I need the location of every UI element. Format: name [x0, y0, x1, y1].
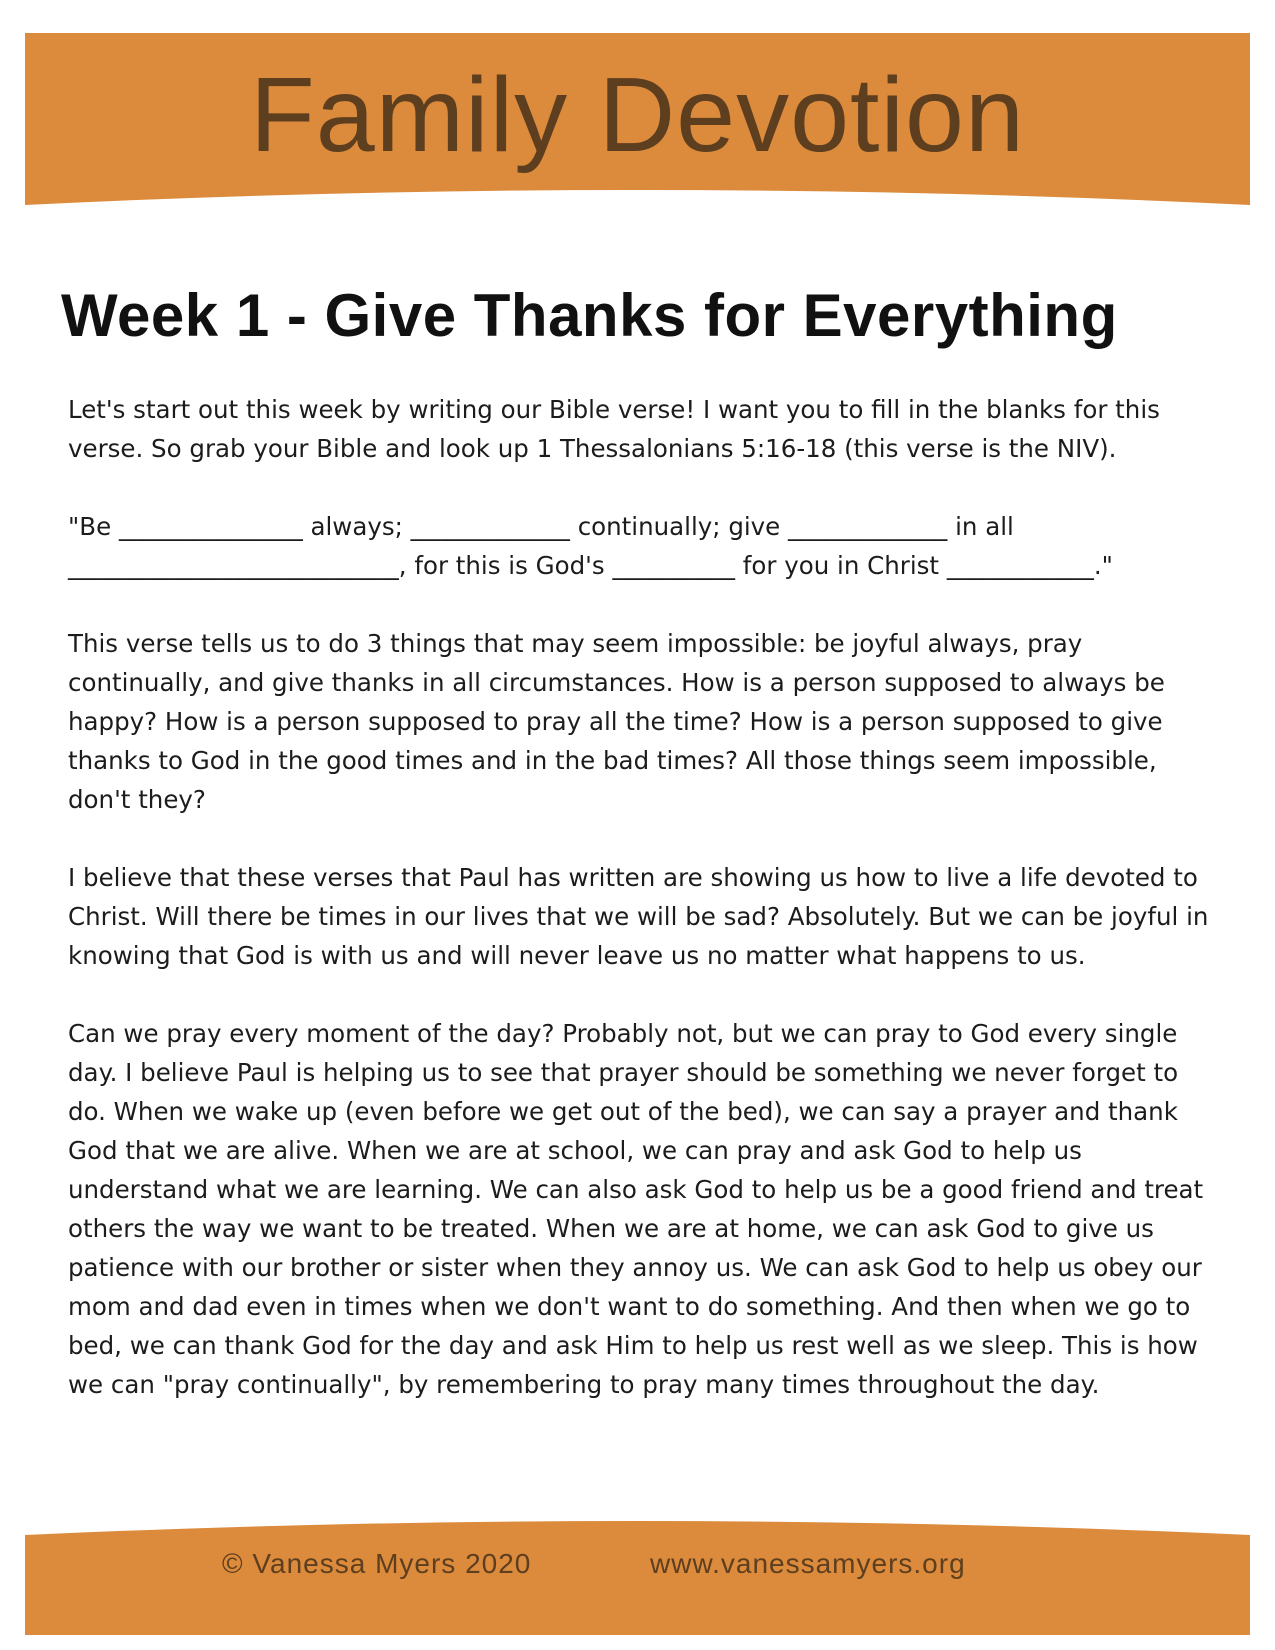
footer-banner: [0, 1515, 1275, 1650]
verse-line-1: "Be _______________ always; _____________ continually; give _____________ in all: [68, 512, 1014, 541]
devotion-body: [68, 390, 1218, 1443]
verse-fill-in: [68, 507, 1218, 585]
paragraph-life-devoted: I believe that these verses that Paul has written are showing us how to live a life devoted to Christ. Will there be times in our lives that we will be sad? Absolutely. But we can be joyful in knowing that God is with us and will never leave us no matter what happens to us.: [68, 863, 1209, 970]
paragraph-pray-continually: Can we pray every moment of the day? Probably not, but we can pray to God every single day. I believe Paul is helping us to see that prayer should be something we never forget to do. When we wake up (even before we get out of the bed), we can say a prayer and thank God that we are alive. When we are at school, we can pray and ask God to help us understand what we are learning. We can also ask God to help us be a good friend and treat others the way we want to be treated. When we are at home, we can ask God to give us patience with our brother or sister when they annoy us. We can ask God to help us obey our mom and dad even in times when we don't want to do something. And then when we go to bed, we can thank God for the day and ask Him to help us rest well as we sleep. This is how we can "pray continually", by remembering to pray many times throughout the day.: [68, 1019, 1204, 1399]
week-heading: Week 1 - Give Thanks for Everything: [61, 282, 1118, 349]
footer-website-link[interactable]: www.vanessamyers.org: [650, 1548, 966, 1579]
footer-copyright: © Vanessa Myers 2020: [222, 1548, 532, 1579]
page-title: Family Devotion: [250, 56, 1025, 174]
paragraph-impossible-things: This verse tells us to do 3 things that may seem impossible: be joyful always, pray continually, and give thanks in all circumstances. How is a person supposed to always be happy? How is a person supposed to pray all the time? How is a person supposed to give thanks to God in the good times and in the bad times? All those things seem impossible, don't they?: [68, 629, 1165, 814]
verse-line-2: ___________________________, for this is God's __________ for you in Christ ____________.": [68, 551, 1113, 580]
intro-paragraph: Let's start out this week by writing our Bible verse! I want you to fill in the blanks for this verse. So grab your Bible and look up 1 Thessalonians 5:16-18 (this verse is the NIV).: [68, 395, 1160, 463]
